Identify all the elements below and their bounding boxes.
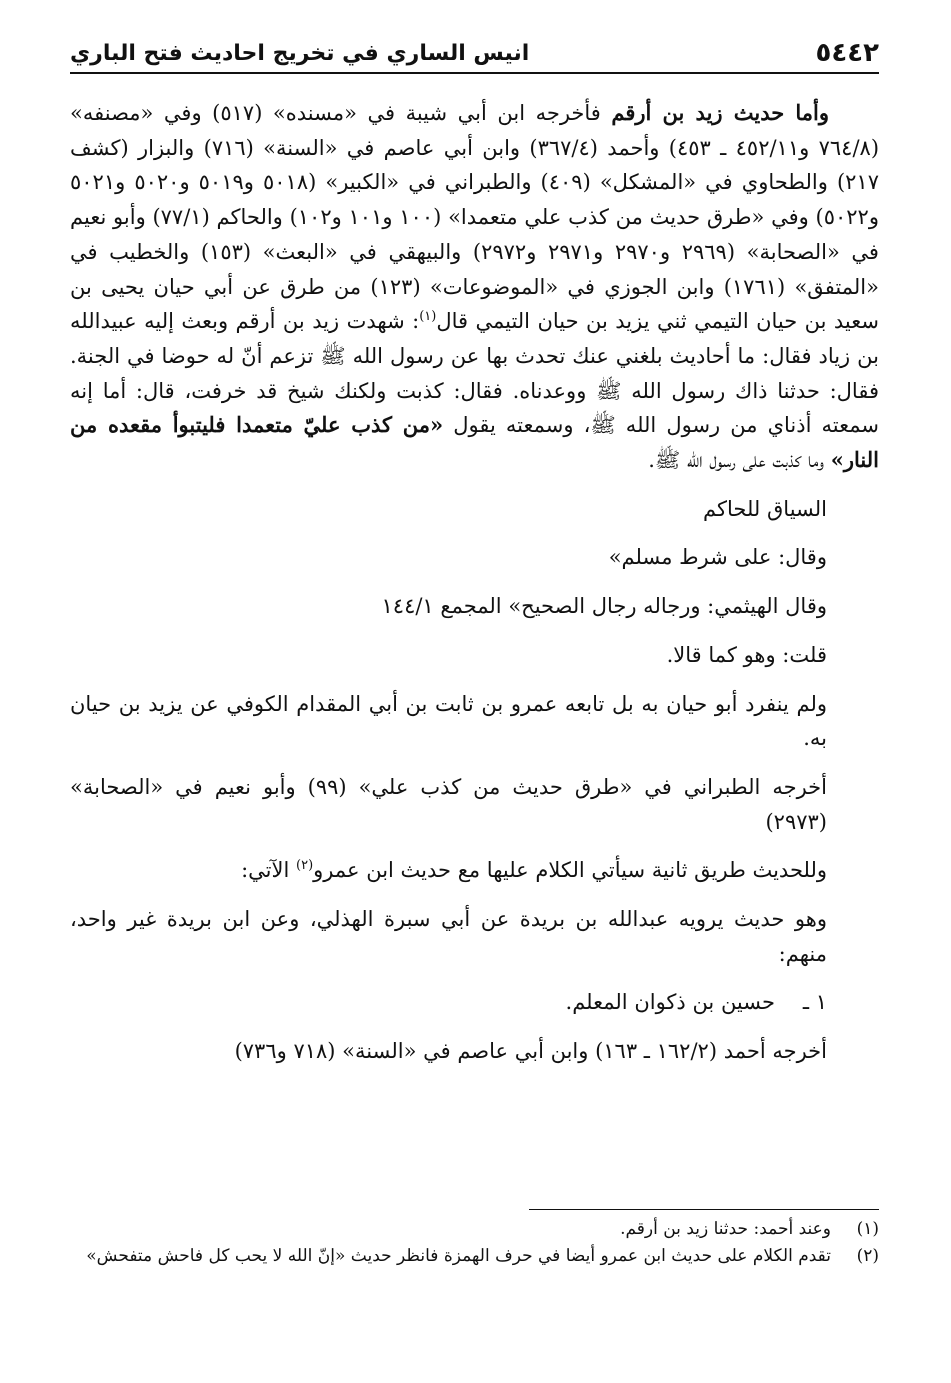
paragraph-hakim-grading: وقال: على شرط مسلم» [608,545,827,570]
footnote-mark: (١) [856,1219,879,1239]
footnote-text: وعند أحمد: حدثنا زيد بن أرقم. [620,1219,831,1239]
footnote-text: تقدم الكلام على حديث ابن عمرو أيضا في حرف الهمزة فانظر حديث «إنّ الله لا يحب كل فاحش متفحش» [86,1246,831,1266]
footnote-ref-1[interactable]: (١) [419,309,437,325]
page-header [70,34,879,74]
takhrij-text: فأخرجه ابن أبي شيبة في «مسنده» (٥١٧) وفي «مصنفه» (٧٦٤/٨ و٤٥٢/١١ ـ ٤٥٣) وأحمد (٣٦٧/٤) وابن أبي عاصم في «السنة» (٧١٦) والبزار (كشف ٢١٧) والطحاوي في «المشكل» (٤٠٩) والطبراني في «الكبير» (٥٠١٨ و٥٠١٩ و٥٠٢٠ و٥٠٢١ و٥٠٢٢) وفي «طرق حديث من كذب علي متعمدا» (١٠٠ و١٠١ و١٠٢) والحاكم (٧٧/١) وأبو نعيم في «الصحابة» (٢٩٦٩ و٢٩٧٠ و٢٩٧١ و٢٩٧٢) والبيهقي في «البعث» (١٥٣) والخطيب في «المتفق» (١٧٦١) وابن الجوزي في «الموضوعات» (١٢٣) من طرق عن أبي حيان يحيى بن سعيد بن حيان التيمي ثني يزيد بن حيان التيمي قال [70,101,880,334]
paragraph-author-comment: قلت: وهو كما قالا. [666,642,827,667]
footnote-2 [70,1243,879,1270]
running-title: انيس الساري في تخريج احاديث فتح الباري [70,40,530,66]
paragraph-ahmad: أخرجه أحمد (١٦٢/٢ ـ ١٦٣) وابن أبي عاصم في «السنة» (٧١٨ و٧٣٦) [234,1039,827,1064]
second-route-text: وللحديث طريق ثانية سيأتي الكلام عليها مع حديث ابن عمرو [313,858,827,883]
paragraph-ibn-buraida: وهو حديث يرويه عبدالله بن بريدة عن أبي سبرة الهذلي، وعن ابن بريدة غير واحد، منهم: [70,907,827,966]
narration-end: وما كذبت على رسول الله ﷺ. [648,448,831,473]
list-item-text: حسين بن ذكوان المعلم. [565,990,775,1015]
footnotes [70,1216,879,1270]
paragraph-zaid-hadith [70,96,879,478]
footnote-1 [70,1216,879,1243]
footnote-divider [529,1209,879,1210]
list-number: ١ ـ [802,990,827,1015]
main-text [70,96,879,1083]
paragraph-context: السياق للحاكم [703,496,827,521]
second-route-tail: الآتي: [241,858,296,883]
list-item [70,985,879,1020]
page-number: ٥٤٤٢ [815,38,879,68]
hadith-heading: وأما حديث زيد بن أرقم [611,100,830,125]
footnote-ref-2[interactable]: (٢) [296,858,314,874]
narration-text: : شهدت زيد بن أرقم وبعث إليه عبيدالله بن زياد فقال: ما أحاديث بلغني عنك تحدث بها عن رسول الله ﷺ تزعم أنّ له حوضا في الجنة. فقال: حدثنا ذاك رسول الله ﷺ ووعدناه. فقال: كذبت ولكنك شيخ قد خرفت، قال: أما إنه سمعته أذناي من رسول الله ﷺ، وسمعته يقول [70,309,880,438]
hadith-quote: «من كذب عليّ متعمدا فليتبوأ مقعده من النار» [70,412,879,473]
paragraph-tabarani: أخرجه الطبراني في «طرق حديث من كذب علي» (٩٩) وأبو نعيم في «الصحابة» (٢٩٧٣) [70,774,828,834]
footnote-mark: (٢) [856,1246,879,1266]
paragraph-second-route [70,853,879,888]
paragraph-haythami: وقال الهيثمي: ورجاله رجال الصحيح» المجمع ١٤٤/١ [381,594,827,619]
paragraph-mutaba: ولم ينفرد أبو حيان به بل تابعه عمرو بن ثابت بن أبي المقدام الكوفي عن يزيد بن حيان به. [70,691,827,751]
